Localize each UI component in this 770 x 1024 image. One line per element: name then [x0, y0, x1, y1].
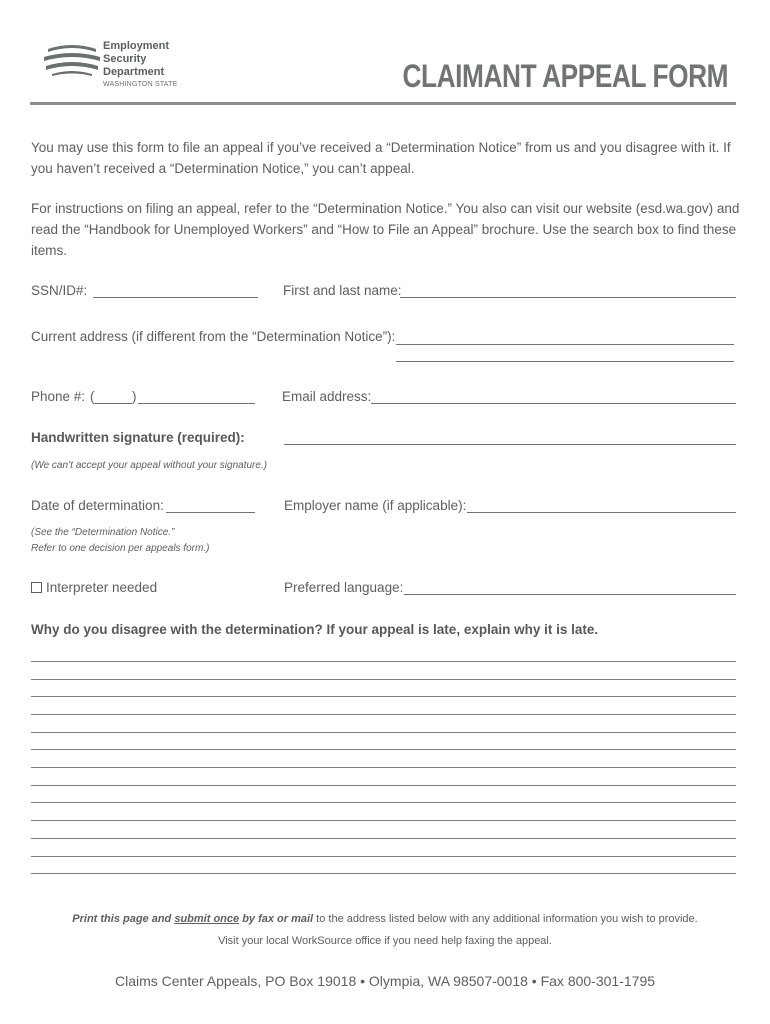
answer-line-13[interactable] — [31, 873, 736, 874]
signature-field[interactable] — [284, 444, 736, 445]
answer-line-4[interactable] — [31, 714, 736, 715]
esd-logo — [44, 40, 184, 96]
answer-line-12[interactable] — [31, 856, 736, 857]
answer-line-7[interactable] — [31, 767, 736, 768]
language-field[interactable] — [404, 594, 736, 595]
date-note: (See the “Determination Notice.” Refer to one decision per appeals form.) — [31, 527, 210, 554]
language-label: Preferred language: — [284, 580, 404, 595]
answer-line-5[interactable] — [31, 732, 736, 733]
email-field[interactable] — [371, 403, 736, 404]
answer-line-2[interactable] — [31, 679, 736, 680]
name-label: First and last name: — [283, 283, 402, 298]
phone-area-code-field[interactable]: (_____) — [90, 389, 137, 404]
mailing-address: Claims Center Appeals, PO Box 19018 • Olympia, WA 98507-0018 • Fax 800-301-1795 — [114, 973, 656, 989]
address-label: Current address (if different from the “Determination Notice”): — [31, 329, 396, 344]
header-divider — [30, 102, 736, 105]
submission-instructions: Print this page and submit once by fax or mail to the address listed below with any additional information you wish to provide. — [72, 913, 698, 925]
form-title: CLAIMANT APPEAL FORM — [402, 58, 728, 94]
ssn-field[interactable] — [93, 297, 258, 298]
ssn-label: SSN/ID#: — [31, 283, 88, 298]
signature-label: Handwritten signature (required): — [31, 430, 245, 445]
interpreter-checkbox[interactable] — [31, 582, 42, 593]
employer-field[interactable] — [467, 512, 736, 513]
answer-line-11[interactable] — [31, 838, 736, 839]
intro-paragraph-1: You may use this form to file an appeal if you’ve received a “Determination Notice” from us and you disagree with it. If you haven’t received a “Determination Notice,” you can’t appeal. — [31, 140, 731, 176]
name-field[interactable] — [400, 297, 736, 298]
disagreement-question: Why do you disagree with the determination? If your appeal is late, explain why it is late. — [31, 622, 599, 637]
signature-note: (We can’t accept your appeal without your signature.) — [31, 460, 268, 471]
answer-line-8[interactable] — [31, 785, 736, 786]
answer-line-10[interactable] — [31, 820, 736, 821]
date-label: Date of determination: — [31, 498, 164, 513]
org-state: WASHINGTON STATE — [103, 81, 178, 88]
phone-label: Phone #: — [31, 389, 86, 404]
answer-line-9[interactable] — [31, 802, 736, 803]
intro-paragraph-2: For instructions on filing an appeal, refer to the “Determination Notice.” You also can visit our website (esd.wa.gov) and read the “Handbook for Unemployed Workers” and “How to File an Appeal” brochure. Use the search box to find these items. — [31, 201, 740, 258]
employer-label: Employer name (if applicable): — [284, 498, 467, 513]
answer-line-1[interactable] — [31, 661, 736, 662]
esd-stripes-logo-icon — [44, 43, 100, 79]
answer-line-6[interactable] — [31, 749, 736, 750]
org-name: Employment Security Department — [103, 40, 170, 78]
worksource-note: Visit your local WorkSource office if you need help faxing the appeal. — [218, 935, 552, 947]
address-field-line-2[interactable] — [396, 361, 734, 362]
email-label: Email address: — [282, 389, 372, 404]
answer-line-3[interactable] — [31, 696, 736, 697]
interpreter-label: Interpreter needed — [46, 580, 158, 595]
interpreter-option — [31, 580, 157, 595]
date-field[interactable] — [166, 512, 255, 513]
phone-field[interactable] — [138, 403, 255, 404]
address-field-line-1[interactable] — [396, 344, 734, 345]
